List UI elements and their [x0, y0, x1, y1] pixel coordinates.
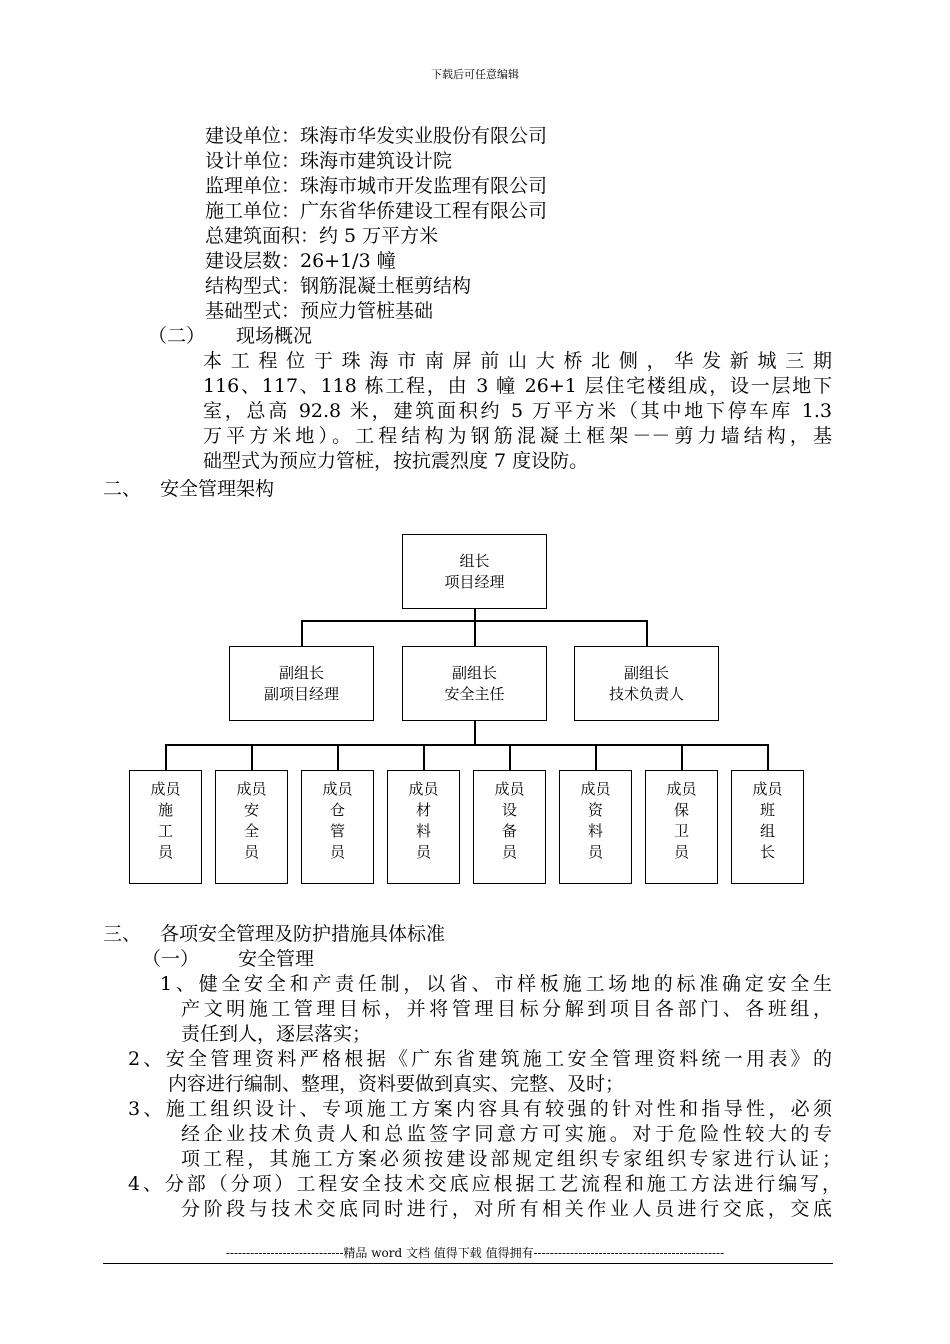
- org-char: 卫: [673, 822, 689, 840]
- item-line: 4、分部（分项）工程安全技术交底应根据工艺流程和施工方法进行编写，: [128, 1173, 841, 1195]
- org-char: 备: [501, 822, 517, 840]
- org-char: 材: [415, 801, 431, 819]
- org-char: 长: [759, 843, 775, 861]
- org-position: 项目经理: [444, 572, 505, 591]
- org-role: 组长: [459, 551, 490, 570]
- item-line: 经企业技术负责人和总监签字同意方可实施。对于危险性较大的专: [181, 1123, 832, 1145]
- org-role: 成员: [494, 780, 525, 798]
- org-box-member: [559, 770, 632, 884]
- subsection-number: （一）: [142, 948, 200, 970]
- org-char: 工: [157, 822, 173, 840]
- info-line: 基础型式：预应力管桩基础: [205, 300, 434, 322]
- item-line: 产文明施工管理目标，并将管理目标分解到项目各部门、各班组，: [181, 998, 832, 1020]
- org-role: 成员: [752, 780, 783, 798]
- org-char: 员: [329, 843, 345, 861]
- connector-line: [646, 620, 648, 647]
- org-char: 保: [673, 801, 689, 819]
- item-line: 项工程，其施工方案必须按建设部规定组织专家组织专家进行认证；: [181, 1148, 841, 1170]
- info-line: 总建筑面积：约 5 万平方米: [205, 225, 439, 247]
- paragraph-line: 116、117、118 栋工程，由 3 幢 26+1 层住宅楼组成，设一层地下: [203, 375, 832, 397]
- connector-line: [474, 720, 476, 745]
- paragraph-line: 本工程位于珠海市南屏前山大桥北侧，华发新城三期: [203, 350, 832, 372]
- paragraph-line: 础型式为预应力管桩，按抗震烈度 7 度设防。: [203, 450, 589, 472]
- info-line: 建设单位：珠海市华发实业股份有限公司: [205, 125, 548, 147]
- item-line: 1、健全安全和产责任制，以省、市样板施工场地的标准确定安全生: [160, 973, 832, 995]
- subsection-title: 安全管理: [238, 948, 315, 970]
- org-box-deputy: [402, 646, 547, 721]
- org-box-leader: [402, 534, 547, 609]
- org-char: 班: [759, 801, 775, 819]
- section-title: 安全管理架构: [160, 478, 275, 500]
- org-char: 员: [673, 843, 689, 861]
- org-char: 施: [157, 801, 173, 819]
- org-role: 成员: [408, 780, 439, 798]
- org-box-member: [301, 770, 374, 884]
- org-char: 员: [243, 843, 259, 861]
- org-role: 成员: [580, 780, 611, 798]
- connector-line: [681, 744, 683, 771]
- org-role: 副组长: [278, 663, 324, 682]
- org-char: 员: [157, 843, 173, 861]
- footer-rule: [103, 1263, 833, 1264]
- item-line: 内容进行编制、整理，资料要做到真实、完整、及时；: [168, 1073, 625, 1095]
- org-role: 成员: [322, 780, 353, 798]
- org-char: 安: [243, 801, 259, 819]
- section-number: （二）: [148, 325, 206, 347]
- org-box-deputy: [574, 646, 719, 721]
- paragraph-line: 室，总高 92.8 米，建筑面积约 5 万平方米（其中地下停车库 1.3: [203, 400, 832, 422]
- item-line: 3、施工组织设计、专项施工方案内容具有较强的针对性和指导性，必须: [128, 1098, 832, 1120]
- org-char: 料: [415, 822, 431, 840]
- info-line: 施工单位：广东省华侨建设工程有限公司: [205, 200, 548, 222]
- org-char: 料: [587, 822, 603, 840]
- section-title: 各项安全管理及防护措施具体标准: [160, 923, 446, 945]
- org-box-member: [473, 770, 546, 884]
- org-box-deputy: [229, 646, 374, 721]
- org-position: 副项目经理: [263, 684, 339, 703]
- item-line: 分阶段与技术交底同时进行，对所有相关作业人员进行交底，交底: [181, 1198, 832, 1220]
- org-role: 成员: [236, 780, 267, 798]
- section-title: 现场概况: [236, 325, 313, 347]
- info-line: 结构型式：钢筋混凝土框剪结构: [205, 275, 472, 297]
- org-role: 副组长: [623, 663, 669, 682]
- org-role: 成员: [150, 780, 181, 798]
- org-box-member: [215, 770, 288, 884]
- org-position: 技术负责人: [608, 684, 684, 703]
- org-char: 管: [329, 822, 345, 840]
- org-char: 员: [587, 843, 603, 861]
- info-line: 监理单位：珠海市城市开发监理有限公司: [205, 175, 548, 197]
- connector-line: [301, 620, 303, 647]
- section-number: 二、: [103, 478, 142, 500]
- connector-line: [767, 744, 769, 771]
- connector-line: [337, 744, 339, 771]
- item-line: 责任到人，逐层落实；: [181, 1023, 372, 1045]
- info-line: 设计单位：珠海市建筑设计院: [205, 150, 453, 172]
- org-char: 资: [587, 801, 603, 819]
- info-line: 建设层数：26+1/3 幢: [205, 250, 396, 272]
- connector-line: [165, 744, 768, 746]
- org-box-member: [731, 770, 804, 884]
- org-char: 员: [415, 843, 431, 861]
- connector-line: [509, 744, 511, 771]
- page-header: 下载后可任意编辑: [431, 68, 519, 81]
- connector-line: [423, 744, 425, 771]
- paragraph-line: 万平方米地）。工程结构为钢筋混凝土框架－－剪力墙结构，基: [203, 425, 832, 447]
- org-char: 组: [759, 822, 775, 840]
- connector-line: [251, 744, 253, 771]
- org-char: 全: [243, 822, 259, 840]
- connector-line: [595, 744, 597, 771]
- org-box-member: [129, 770, 202, 884]
- item-line: 2、安全管理资料严格根据《广东省建筑施工安全管理资料统一用表》的: [128, 1048, 832, 1070]
- org-box-member: [387, 770, 460, 884]
- org-char: 仓: [329, 801, 345, 819]
- org-char: 设: [501, 801, 517, 819]
- org-role: 副组长: [451, 663, 497, 682]
- connector-line: [474, 620, 476, 647]
- section-number: 三、: [103, 923, 142, 945]
- connector-line: [165, 744, 167, 771]
- page-footer: -----------------------------精品 word 文档 值得下载 值得拥有-----------------------------------------------: [225, 1246, 725, 1260]
- org-char: 员: [501, 843, 517, 861]
- org-position: 安全主任: [444, 684, 505, 703]
- org-box-member: [645, 770, 718, 884]
- org-role: 成员: [666, 780, 697, 798]
